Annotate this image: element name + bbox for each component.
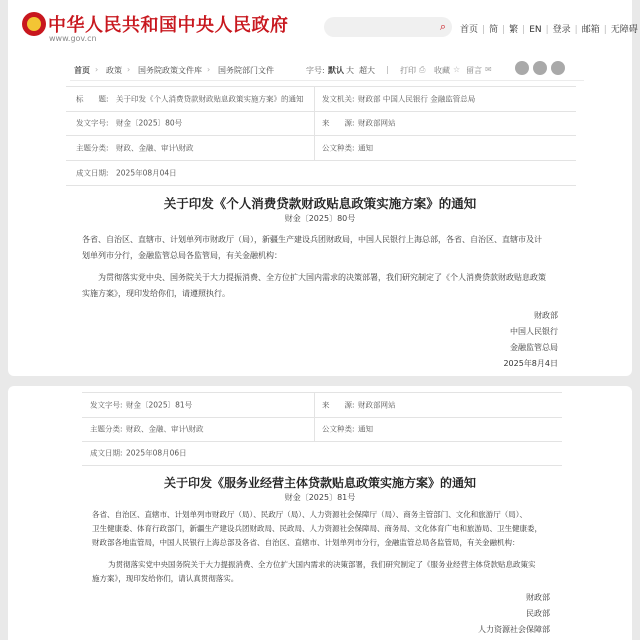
doc1-title: 关于印发《个人消费贷款财政贴息政策实施方案》的通知 xyxy=(163,196,477,211)
doc1-meta-issuer: 财政部 中国人民银行 金融监管总局 xyxy=(358,94,476,104)
doc1-meta-topic: 财政、金融、审计\财政 xyxy=(116,143,194,152)
doc2-signer: 财政部 xyxy=(526,593,550,602)
nav-accessibility[interactable]: 无障碍 xyxy=(610,25,638,35)
font-big-option[interactable]: 大 xyxy=(346,66,354,75)
nav-mailbox[interactable]: 邮箱 xyxy=(581,25,600,35)
doc1-meta-docno: 财金〔2025〕80号 xyxy=(116,118,183,128)
site-title[interactable]: 中华人民共和国中央人民政府 xyxy=(48,15,289,36)
doc2-signer: 民政部 xyxy=(526,609,550,618)
search-input[interactable] xyxy=(324,17,452,37)
wechat-share-icon[interactable] xyxy=(533,61,547,75)
doc1-meta-table: 标 题: 关于印发《个人消费贷款财政贴息政策实施方案》的通知 发文机关: 财政部 中国人民银行 金融监管总局 发文字号: 财金〔2025〕80号 来 源: 财政部网站 主题分类: 财政、金融、审计\财政 公文种类: 通知 成文日期: 2025年08月04日 xyxy=(66,86,576,185)
doc2-doc-number: 财金〔2025〕81号 xyxy=(284,493,356,502)
doc1-body: 为贯彻落实党中央、国务院关于大力提振消费、全方位扩大国内需求的决策部署，我们研究制定了《个人消费贷款财政贴息政策 实施方案》，现印发给你们，请遵照执行。 xyxy=(82,273,546,298)
font-default-option[interactable]: 默认 xyxy=(328,66,344,75)
doc1-addressee: 各省、自治区、直辖市、计划单列市财政厅（局），新疆生产建设兵团财政局，中国人民银行上海总部，各省、自治区、直辖市及计 划单列市分行，金融监管总局各监管局，有关金融机构： xyxy=(82,235,542,260)
font-bigger-option[interactable]: 超大 xyxy=(359,66,375,75)
doc2-meta-date: 2025年08月06日 xyxy=(126,448,187,458)
doc1-signer: 财政部 xyxy=(534,311,558,320)
doc1-meta-date: 2025年08月04日 xyxy=(116,168,177,177)
site-url: www.gov.cn xyxy=(49,34,97,43)
breadcrumb-policy-library[interactable]: 国务院政策文件库 xyxy=(138,66,202,75)
font-size-label: 字号: xyxy=(306,66,325,75)
breadcrumb: 首页 › 政策 › 国务院政策文件库 › 国务院部门文件 字号: 默认 大 超大 | 打印 ⎙ 收藏 ☆ 留言 ✉ xyxy=(70,58,584,81)
doc1-signer: 金融监管总局 xyxy=(510,343,558,352)
doc2-meta-type: 通知 xyxy=(358,424,373,434)
nav-english[interactable]: EN xyxy=(529,25,542,35)
doc1-signer: 中国人民银行 xyxy=(510,327,558,336)
doc2-meta-docno: 财金〔2025〕81号 xyxy=(126,400,193,410)
doc1-meta-source: 财政部网站 xyxy=(358,118,396,128)
doc2-meta-source: 财政部网站 xyxy=(358,400,396,410)
breadcrumb-dept-docs[interactable]: 国务院部门文件 xyxy=(218,66,274,75)
search-icon[interactable]: ⌕ xyxy=(439,20,446,33)
top-nav: 首页 | 简 | 繁 | EN | 登录 | 邮箱 | 无障碍 xyxy=(460,22,638,35)
doc2-body: 为贯彻落实党中央国务院关于大力提振消费、全方位扩大国内需求的决策部署，我们研究制定了《服务业经营主体贷款贴息政策实 施方案》，现印发给你们，请认真贯彻落实。 xyxy=(92,560,536,583)
nav-login[interactable]: 登录 xyxy=(552,25,571,35)
nav-home[interactable]: 首页 xyxy=(460,25,479,35)
message-button[interactable]: 留言 xyxy=(466,66,482,75)
doc2-meta-table: 发文字号: 财金〔2025〕81号 来 源: 财政部网站 主题分类: 财政、金融、审计\财政 公文种类: 通知 成文日期: 2025年08月06日 xyxy=(82,392,562,465)
nav-traditional[interactable]: 繁 xyxy=(509,25,519,35)
doc2-meta-topic: 财政、金融、审计\财政 xyxy=(126,424,204,434)
print-button[interactable]: 打印 xyxy=(400,66,416,75)
doc2-title: 关于印发《服务业经营主体贷款贴息政策实施方案》的通知 xyxy=(163,476,476,490)
breadcrumb-home[interactable]: 首页 xyxy=(74,66,90,75)
favorite-button[interactable]: 收藏 xyxy=(434,66,450,75)
doc1-meta-type: 通知 xyxy=(358,143,373,152)
doc1-doc-number: 财金〔2025〕80号 xyxy=(284,214,356,223)
qzone-share-icon[interactable] xyxy=(551,61,565,75)
doc1-meta-title: 关于印发《个人消费贷款财政贴息政策实施方案》的通知 xyxy=(116,94,304,104)
doc1-sign-date: 2025年8月4日 xyxy=(503,359,558,368)
nav-simplified[interactable]: 简 xyxy=(489,25,499,35)
document-card-1 xyxy=(8,0,638,376)
breadcrumb-policy[interactable]: 政策 xyxy=(106,66,122,75)
doc2-addressee: 各省、自治区、直辖市、计划单列市财政厅（局）、民政厅（局）、人力资源社会保障厅（局）、商务主管部门、文化和旅游厅（局）、 卫生健康委、体育行政部门，新疆生产建设兵团财政局、民政局、人力资源社会保障局、商务局、文化体育广电和旅游局、卫生健康委， 财政部各地监管局，中国人民银行上海总部及各省、自治区、直辖市、计划单列市分行，金融监管总局各监管局，有关金融机构： xyxy=(92,510,542,547)
weibo-share-icon[interactable] xyxy=(515,61,529,75)
document-card-2 xyxy=(8,386,632,640)
doc2-signer: 人力资源社会保障部 xyxy=(478,625,550,634)
national-emblem-icon xyxy=(22,12,46,36)
